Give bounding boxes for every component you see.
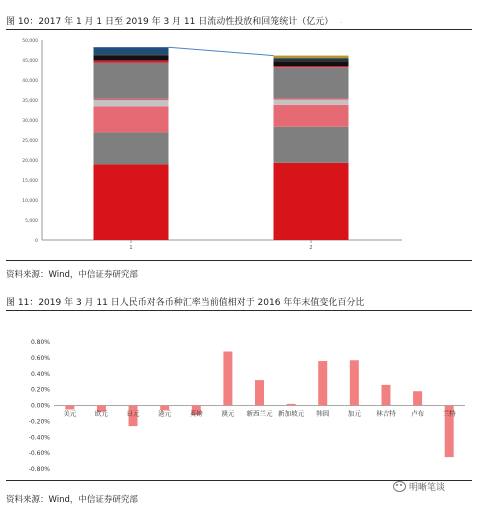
category-label: 兰特 xyxy=(442,409,456,418)
figure1-caption: 图 10：2017 年 1 月 1 日至 2019 年 3 月 11 日流动性投放和回笼统计（亿元） xyxy=(6,17,334,27)
y-tick-label: 10,000 xyxy=(22,199,38,204)
watermark-text: 明晰笔谈 xyxy=(409,483,446,493)
category-label: 韩圆 xyxy=(316,409,330,418)
x-tick-label: 1 xyxy=(129,245,133,251)
category-label: 日元 xyxy=(126,409,140,418)
y-tick-label: 25,000 xyxy=(22,139,38,144)
bar xyxy=(287,404,296,406)
y-tick-label: 0.00% xyxy=(30,402,50,410)
category-label: 港元 xyxy=(158,409,172,418)
y-tick-label: 0.80% xyxy=(30,339,50,346)
figure1-source: 资料来源：Wind，中信证券研究部 xyxy=(6,270,138,280)
figure2-caption: 图 11：2019 年 3 月 11 日人民币对各币种汇率当前值相对于 2016 年年末值变化百分比 xyxy=(6,298,365,308)
y-tick-label: 0 xyxy=(35,239,38,244)
y-tick-label: 0.40% xyxy=(30,370,50,378)
watermark xyxy=(393,480,445,493)
category-label: 林吉特 xyxy=(376,409,396,418)
bar xyxy=(413,391,422,405)
category-label: 卢布 xyxy=(411,409,425,418)
y-tick-label: 45,000 xyxy=(22,59,38,64)
bar xyxy=(381,385,390,406)
y-tick-label: 50,000 xyxy=(22,39,38,44)
y-tick-label: -0.80% xyxy=(28,466,50,473)
y-tick-label: 30,000 xyxy=(22,119,38,124)
x-tick-label: 2 xyxy=(309,245,313,251)
figure2-source: 资料来源：Wind，中信证券研究部 xyxy=(6,495,138,505)
y-tick-label: 20,000 xyxy=(22,159,38,164)
category-label: 新加坡元 xyxy=(278,409,305,418)
category-label: 加元 xyxy=(347,409,361,418)
y-tick-label: -0.20% xyxy=(28,418,50,426)
y-tick-label: -0.60% xyxy=(28,450,50,458)
bar xyxy=(318,361,327,405)
category-label: 澳元 xyxy=(221,409,235,418)
category-label: 英镑 xyxy=(189,409,203,418)
bar xyxy=(350,360,359,405)
y-tick-label: 5,000 xyxy=(25,219,38,224)
wechat-icon xyxy=(393,481,406,492)
bar xyxy=(255,380,264,405)
caption-end-mark: . xyxy=(340,18,342,25)
category-label: 美元 xyxy=(63,409,77,418)
y-tick-label: 15,000 xyxy=(22,179,38,184)
y-tick-label: 40,000 xyxy=(22,79,38,84)
y-tick-label: 35,000 xyxy=(22,99,38,104)
bar xyxy=(223,352,232,406)
y-tick-label: 0.20% xyxy=(30,386,50,394)
y-tick-label: -0.40% xyxy=(28,434,50,442)
category-label: 欧元 xyxy=(94,409,108,418)
y-tick-label: 0.60% xyxy=(30,354,50,362)
category-label: 新西兰元 xyxy=(246,409,273,418)
